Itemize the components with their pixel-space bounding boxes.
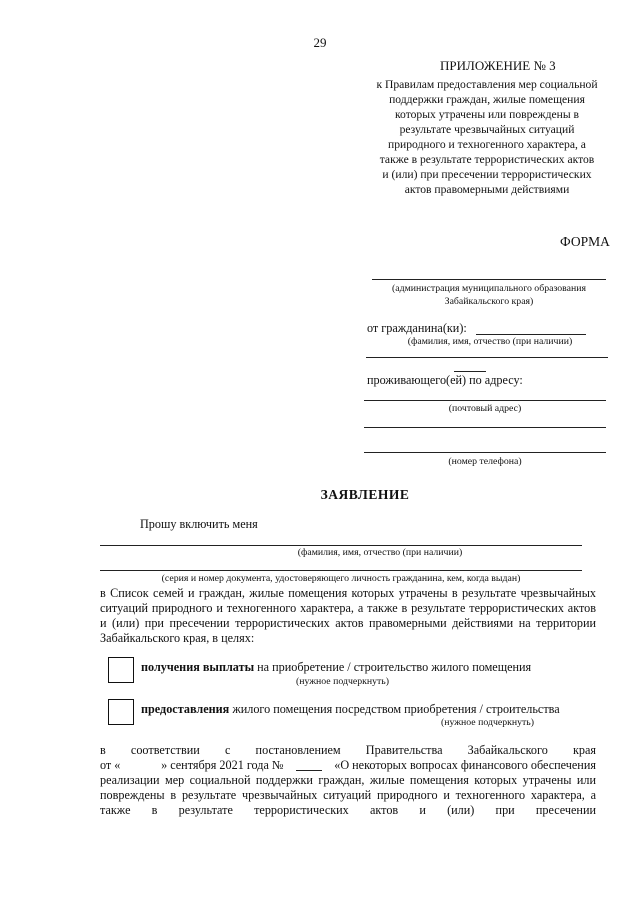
option-housing-bold: предоставления — [141, 702, 230, 716]
address-short-line — [454, 371, 486, 372]
resolution-title-start: «О некоторых вопросах финансового обеспечения — [334, 758, 596, 772]
address-field-line[interactable] — [364, 400, 606, 401]
fio-field-line[interactable] — [366, 357, 608, 358]
appendix-title: ПРИЛОЖЕНИЕ № 3 — [440, 58, 556, 73]
resolution-line-1: в соответствии с постановлением Правительства Забайкальского края — [100, 743, 596, 757]
admin-caption-2: Забайкальского края) — [444, 296, 534, 307]
admin-caption-1: (администрация муниципального образования — [391, 283, 586, 294]
phone-caption: (номер телефона) — [448, 456, 522, 467]
document-field-line[interactable] — [100, 570, 582, 571]
address-field-line-2[interactable] — [364, 427, 606, 428]
option-housing-text — [141, 702, 560, 717]
option-payment-checkbox[interactable] — [108, 657, 134, 683]
statement-title: ЗАЯВЛЕНИЕ — [320, 487, 410, 502]
statement-intro: Прошу включить меня — [140, 517, 258, 531]
option-housing-rest: жилого помещения посредством приобретения / строительства — [229, 702, 560, 716]
address-label: проживающего(ей) по адресу: — [367, 373, 523, 387]
from-field-line[interactable] — [476, 334, 586, 335]
fio-caption: (фамилия, имя, отчество (при наличии) — [407, 336, 573, 347]
option-payment-rest: на приобретение / строительство жилого помещения — [254, 660, 532, 674]
resolution-rest: реализации мер социальной поддержки граждан, жилые помещения которых утрачены или повреждены в результате чрезвычайных ситуаций природного и техногенного характера, а также в результате террористических актов и (или) при пресечении — [100, 773, 596, 817]
option-payment-note: (нужное подчеркнуть) — [296, 676, 390, 687]
resolution-date-end: » сентября 2021 года № — [161, 758, 284, 772]
appendix-text: к Правилам предоставления мер социальной поддержки граждан, жилые помещения которых утрачены или повреждены в результате чрезвычайных ситуаций природного и техногенного характера, а также в результате террористических актов и (или) при пресечении террористических актов правомерными действиями — [376, 78, 598, 196]
option-housing-checkbox[interactable] — [108, 699, 134, 725]
from-label: от гражданина(ки): — [367, 321, 467, 335]
phone-field-line[interactable] — [364, 452, 606, 453]
resolution-date-start: от « — [100, 758, 121, 772]
resolution-number-blank[interactable] — [296, 758, 322, 771]
admin-field-line[interactable] — [372, 279, 606, 280]
statement-paragraph: в Список семей и граждан, жилые помещения которых утрачены в результате чрезвычайных ситуаций природного и техногенного характера, а также в результате террористических актов и (или) при пресечении террористических актов правомерными действиями на территории Забайкальского края, в целях: — [100, 586, 596, 645]
fio-statement-caption: (фамилия, имя, отчество (при наличии) — [297, 547, 463, 558]
fio-statement-line[interactable] — [100, 545, 582, 546]
page-number: 29 — [313, 35, 327, 50]
resolution-line-2 — [100, 758, 596, 773]
option-payment-text — [141, 660, 531, 675]
option-housing-note: (нужное подчеркнуть) — [441, 717, 535, 728]
document-caption: (серия и номер документа, удостоверяющего личность гражданина, кем, когда выдан) — [161, 573, 521, 584]
form-label: ФОРМА — [560, 234, 610, 249]
resolution-day-blank[interactable] — [133, 758, 149, 773]
postal-caption: (почтовый адрес) — [448, 403, 522, 414]
option-payment-bold: получения выплаты — [141, 660, 255, 674]
